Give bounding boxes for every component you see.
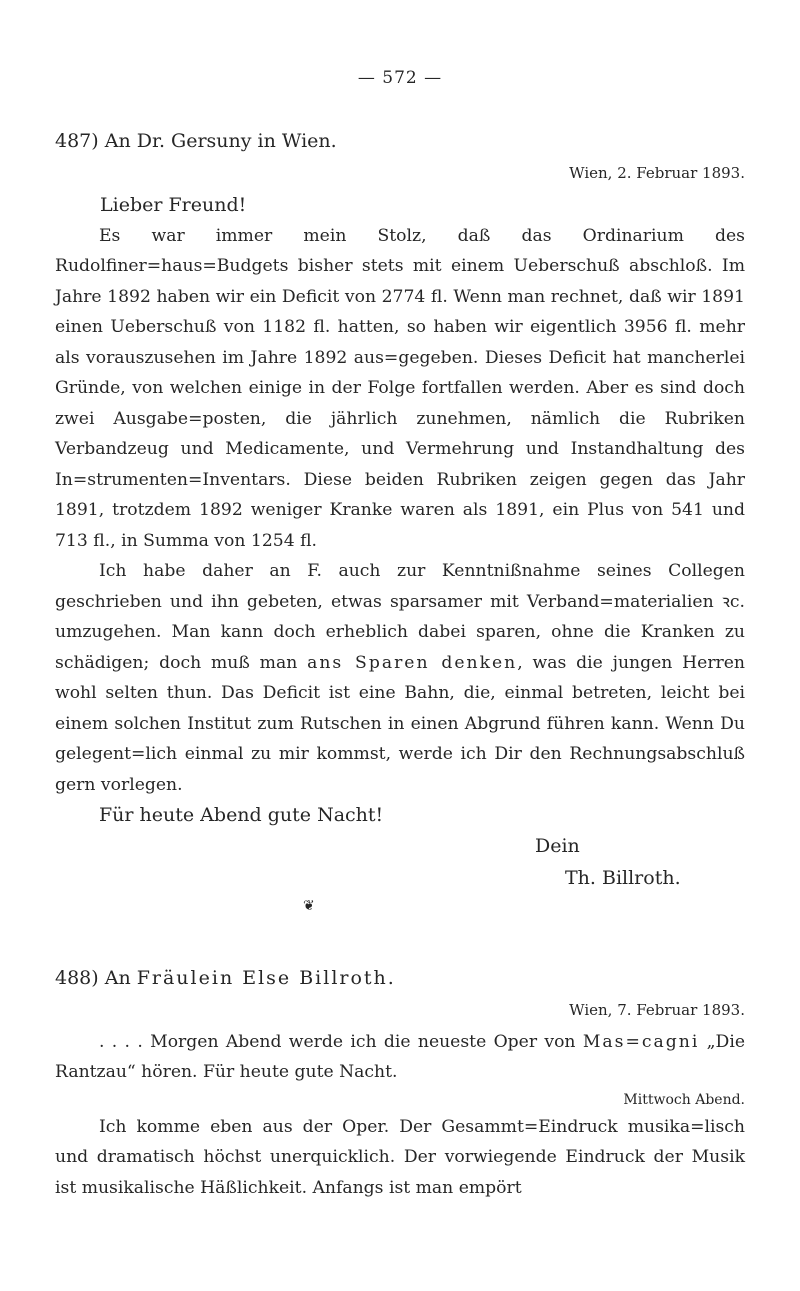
paragraph: Es war immer mein Stolz, daß das Ordinarium des Rudolfiner=haus=Budgets bisher stets mit einem Ueberschuß abschloß. Im Jahre 1892 haben wir ein Deficit von 2774 fl. Wenn man rechnet, daß wir 1891 einen Ueberschuß von 1182 fl. hatten, so haben wir eigentlich 3956 fl. mehr als vorauszusehen im Jahre 1892 aus=gegeben. Dieses Deficit hat mancherlei Gründe, von welchen einige in der Folge fortfallen werden. Aber es sind doch zwei Ausgabe=posten, die jährlich zunehmen, nämlich die Rubriken Verbandzeug und Medicamente, und Vermehrung und Instandhaltung des In=strumenten=Inventars. Diese beiden Rubriken zeigen gegen das Jahr 1891, trotzdem 1892 weniger Kranke waren als 1891, ein Plus von 541 und 713 fl., in Summa von 1254 fl. [55,225,745,551]
paragraph-text: Ich habe daher an F. auch zur Kenntnißnahme seines Collegen geschrieben und ihn gebeten, etwas sparsamer mit Verband=materialien ꝛc. umzugehen. Man kann doch erheblich dabei sparen, ohne die Kranken zu schädigen; doch muß man [55,561,745,673]
letter-heading [55,965,745,991]
emphasized-text: ans Sparen denken [307,652,518,673]
heading-recipient: Fräulein Else Billroth. [136,966,396,989]
ornament-icon: ❦ [303,897,315,914]
letter-487 [55,128,745,915]
letter-488 [55,965,745,1204]
paragraph [55,556,745,800]
paragraph: Ich komme eben aus der Oper. Der Gesammt=Eindruck musika=lisch und dramatisch höchst unerquicklich. Der vorwiegende Eindruck der Musik ist musikalische Häßlichkeit. Anfangs ist man empört [55,1116,745,1198]
heading-prefix: 488) An [55,966,137,989]
salutation: Lieber Freund! [100,194,247,216]
paragraph [55,1027,745,1088]
paragraph-text: , was die jungen Herren wohl selten thun. Das Deficit ist eine Bahn, die, einmal betreten, leicht bei einem solchen Institut zum Rutschen in einen Abgrund führen kann. Wenn Du gelegent=lich einmal zu mir kommst, werde ich Dir den Rechnungsabschluß gern vorlegen. [55,652,746,795]
letter-heading: 487) An Dr. Gersuny in Wien. [55,130,337,152]
signature-greeting: Dein [535,834,580,857]
sub-dateline: Mittwoch Abend. [623,1091,745,1108]
paragraph-text: „Die Rantzau“ hören. Für heute gute Nacht. [55,1031,745,1082]
closing-line: Für heute Abend gute Nacht! [99,804,384,826]
emphasized-text: Mas=cagni [582,1031,700,1052]
dateline: Wien, 2. Februar 1893. [569,164,745,182]
dateline: Wien, 7. Februar 1893. [569,1000,745,1019]
page-number: — 572 — [357,68,443,88]
signature-name: Th. Billroth. [565,866,681,889]
paragraph-text: . . . . Morgen Abend werde ich die neueste Oper von [99,1031,583,1052]
document-page [55,68,745,1203]
